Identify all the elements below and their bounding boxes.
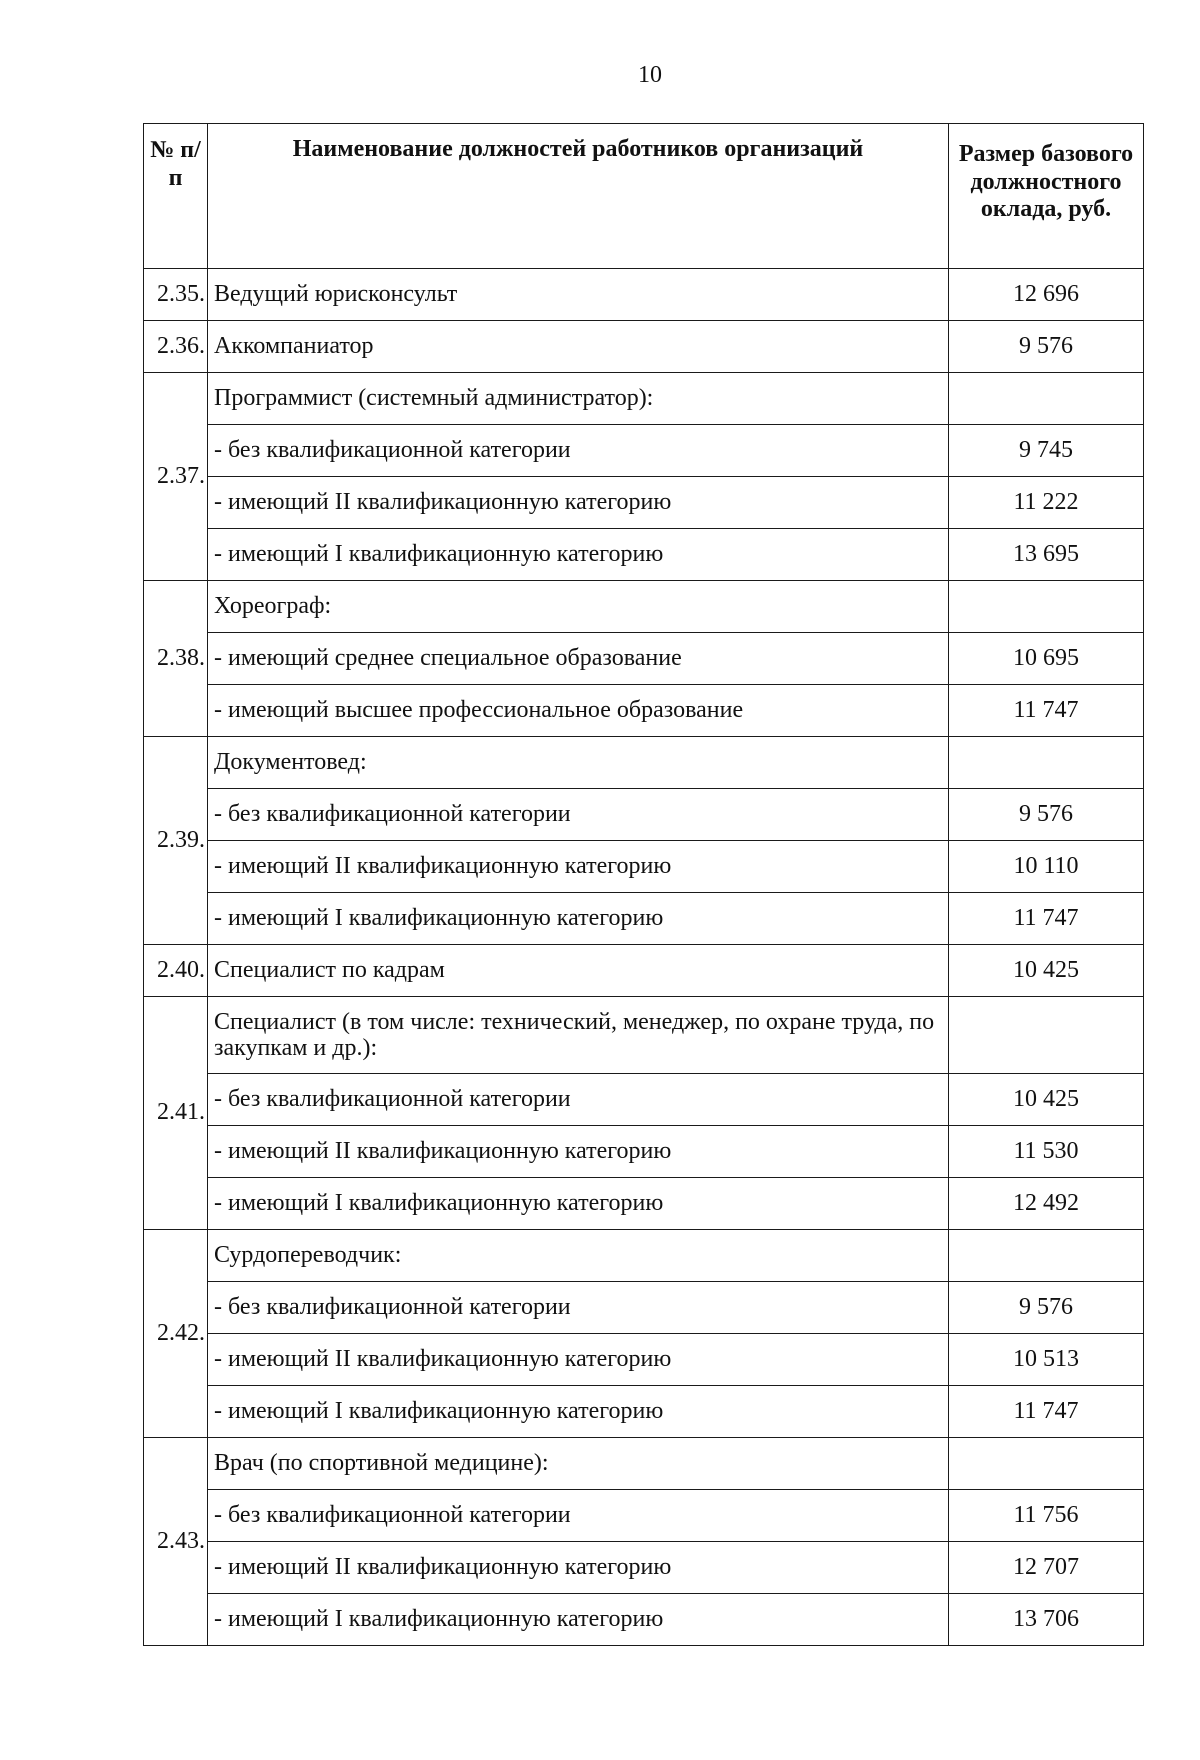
position-name: - имеющий II квалификационную категорию bbox=[208, 1542, 949, 1594]
position-name: Специалист по кадрам bbox=[208, 945, 949, 997]
item-number: 2.35. bbox=[144, 269, 208, 321]
position-name: - имеющий I квалификационную категорию bbox=[208, 529, 949, 581]
salary-value bbox=[949, 1230, 1144, 1282]
position-name: - имеющий II квалификационную категорию bbox=[208, 1334, 949, 1386]
table-row bbox=[144, 477, 1144, 529]
position-group-title: Врач (по спортивной медицине): bbox=[208, 1438, 949, 1490]
table-row bbox=[144, 1490, 1144, 1542]
salary-value: 11 747 bbox=[949, 893, 1144, 945]
salary-value: 11 756 bbox=[949, 1490, 1144, 1542]
salary-value: 9 576 bbox=[949, 1282, 1144, 1334]
table-header-row bbox=[144, 124, 1144, 269]
salary-value: 13 695 bbox=[949, 529, 1144, 581]
header-position-name: Наименование должностей работников организаций bbox=[208, 124, 949, 269]
salary-value: 11 222 bbox=[949, 477, 1144, 529]
table-row bbox=[144, 1178, 1144, 1230]
item-number: 2.39. bbox=[144, 737, 208, 945]
header-salary: Размер базового должностного оклада, руб. bbox=[949, 124, 1144, 269]
item-number: 2.41. bbox=[144, 997, 208, 1230]
table-row bbox=[144, 373, 1144, 425]
salary-value bbox=[949, 373, 1144, 425]
item-number: 2.38. bbox=[144, 581, 208, 737]
position-name: - без квалификационной категории bbox=[208, 1074, 949, 1126]
position-name: - имеющий высшее профессиональное образование bbox=[208, 685, 949, 737]
salary-table bbox=[143, 123, 1144, 1646]
table-row bbox=[144, 789, 1144, 841]
salary-value bbox=[949, 737, 1144, 789]
salary-value: 10 513 bbox=[949, 1334, 1144, 1386]
position-name: - имеющий II квалификационную категорию bbox=[208, 1126, 949, 1178]
table-row bbox=[144, 529, 1144, 581]
table-row bbox=[144, 269, 1144, 321]
item-number: 2.42. bbox=[144, 1230, 208, 1438]
position-name: - имеющий среднее специальное образование bbox=[208, 633, 949, 685]
salary-value: 11 747 bbox=[949, 685, 1144, 737]
table-row bbox=[144, 425, 1144, 477]
position-name: - без квалификационной категории bbox=[208, 789, 949, 841]
salary-value: 11 530 bbox=[949, 1126, 1144, 1178]
table-row bbox=[144, 1282, 1144, 1334]
table-row bbox=[144, 841, 1144, 893]
position-name: - без квалификационной категории bbox=[208, 1490, 949, 1542]
position-name: Аккомпаниатор bbox=[208, 321, 949, 373]
table-row bbox=[144, 997, 1144, 1074]
salary-value: 12 696 bbox=[949, 269, 1144, 321]
table-row bbox=[144, 321, 1144, 373]
item-number: 2.40. bbox=[144, 945, 208, 997]
table-row bbox=[144, 737, 1144, 789]
table-row bbox=[144, 945, 1144, 997]
position-name: - имеющий I квалификационную категорию bbox=[208, 1386, 949, 1438]
position-group-title: Документовед: bbox=[208, 737, 949, 789]
position-group-title: Сурдопереводчик: bbox=[208, 1230, 949, 1282]
table-row bbox=[144, 581, 1144, 633]
position-group-title: Специалист (в том числе: технический, менеджер, по охране труда, по закупкам и др.): bbox=[208, 997, 949, 1074]
salary-value: 9 576 bbox=[949, 321, 1144, 373]
position-group-title: Программист (системный администратор): bbox=[208, 373, 949, 425]
table-row bbox=[144, 1542, 1144, 1594]
position-name: - имеющий II квалификационную категорию bbox=[208, 477, 949, 529]
table-row bbox=[144, 1594, 1144, 1646]
salary-value bbox=[949, 1438, 1144, 1490]
salary-value: 11 747 bbox=[949, 1386, 1144, 1438]
salary-value bbox=[949, 997, 1144, 1074]
item-number: 2.37. bbox=[144, 373, 208, 581]
position-name: - имеющий I квалификационную категорию bbox=[208, 1594, 949, 1646]
salary-value: 10 110 bbox=[949, 841, 1144, 893]
salary-value: 10 425 bbox=[949, 1074, 1144, 1126]
salary-value bbox=[949, 581, 1144, 633]
salary-value: 9 745 bbox=[949, 425, 1144, 477]
table-row bbox=[144, 1386, 1144, 1438]
table-row bbox=[144, 1334, 1144, 1386]
table-row bbox=[144, 1438, 1144, 1490]
position-name: - без квалификационной категории bbox=[208, 425, 949, 477]
position-group-title: Хореограф: bbox=[208, 581, 949, 633]
position-name: Ведущий юрисконсульт bbox=[208, 269, 949, 321]
page-number: 10 bbox=[638, 62, 662, 88]
table-row bbox=[144, 633, 1144, 685]
position-name: - имеющий I квалификационную категорию bbox=[208, 1178, 949, 1230]
position-name: - без квалификационной категории bbox=[208, 1282, 949, 1334]
table-row bbox=[144, 893, 1144, 945]
table-row bbox=[144, 685, 1144, 737]
position-name: - имеющий I квалификационную категорию bbox=[208, 893, 949, 945]
salary-value: 12 492 bbox=[949, 1178, 1144, 1230]
position-name: - имеющий II квалификационную категорию bbox=[208, 841, 949, 893]
salary-value: 9 576 bbox=[949, 789, 1144, 841]
table-body bbox=[144, 269, 1144, 1646]
salary-value: 13 706 bbox=[949, 1594, 1144, 1646]
item-number: 2.43. bbox=[144, 1438, 208, 1646]
salary-value: 12 707 bbox=[949, 1542, 1144, 1594]
table-row bbox=[144, 1126, 1144, 1178]
table-row bbox=[144, 1074, 1144, 1126]
salary-value: 10 425 bbox=[949, 945, 1144, 997]
item-number: 2.36. bbox=[144, 321, 208, 373]
header-number: № п/п bbox=[144, 124, 208, 269]
salary-value: 10 695 bbox=[949, 633, 1144, 685]
table-row bbox=[144, 1230, 1144, 1282]
